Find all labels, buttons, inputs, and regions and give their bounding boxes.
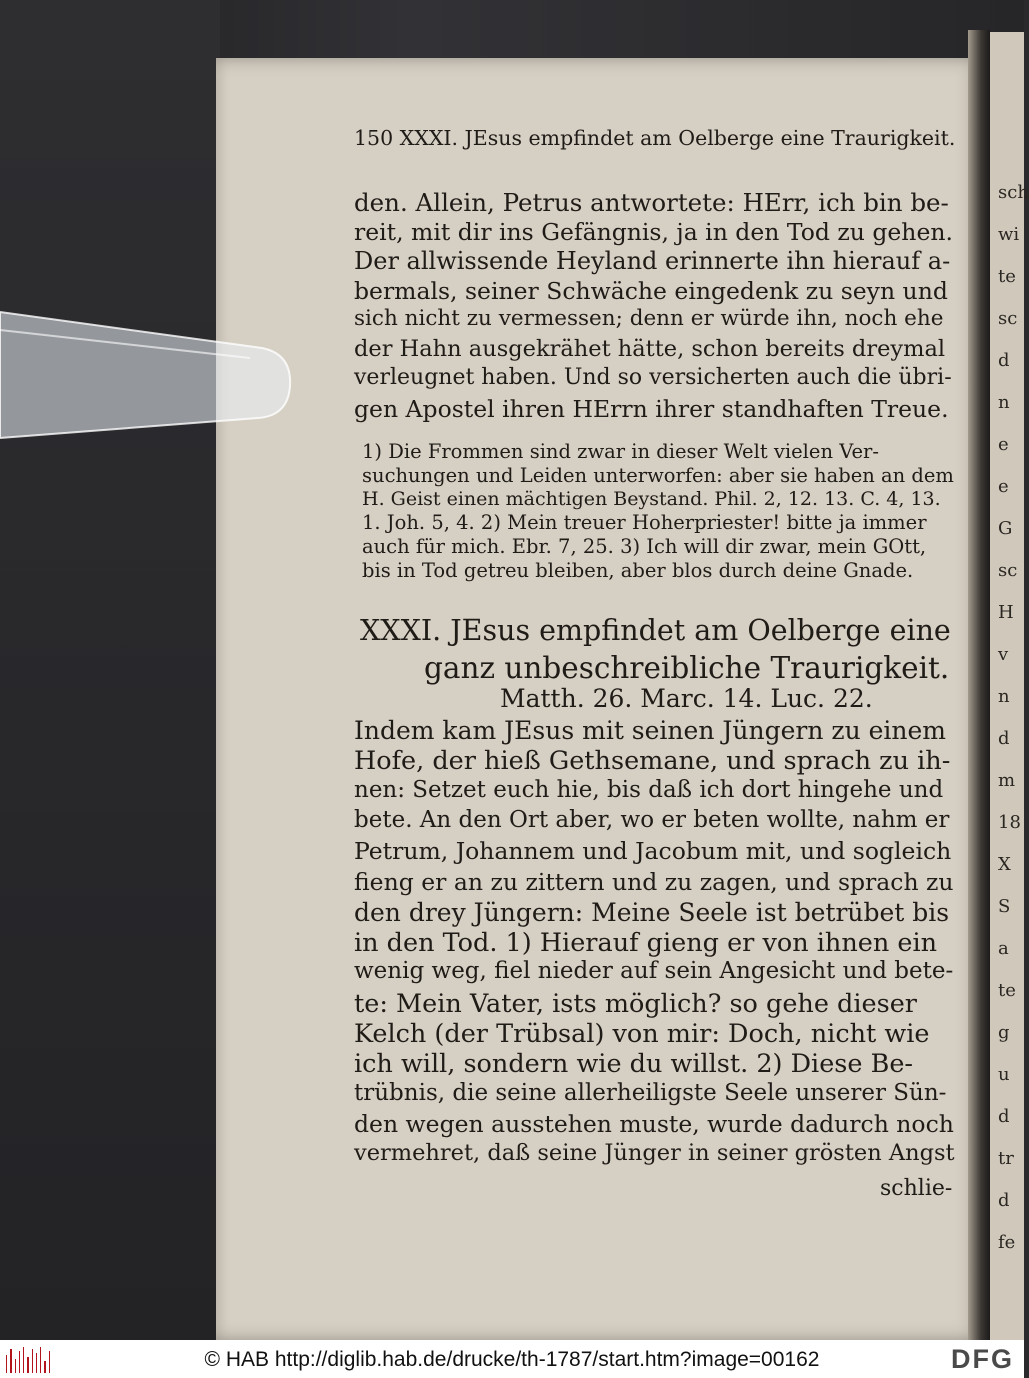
facing-page-fragment: S — [998, 896, 1011, 917]
facing-page-fragment: te — [998, 266, 1016, 287]
text-line: den. Allein, Petrus antwortete: HErr, ich bin be- — [354, 188, 949, 217]
text-line: der Hahn ausgekrähet hätte, schon bereits dreymal — [354, 335, 946, 362]
text-line: sich nicht zu vermessen; denn er würde ihn, noch ehe — [354, 306, 944, 331]
viewer-footer — [0, 1340, 1024, 1378]
facing-page-fragment: n — [998, 686, 1010, 707]
footnote-line: auch für mich. Ebr. 7, 25. 3) Ich will dir zwar, mein GOtt, — [362, 535, 927, 559]
text-line: te: Mein Vater, ists möglich? so gehe dieser — [354, 988, 917, 1019]
text-line: Indem kam JEsus mit seinen Jüngern zu einem — [354, 716, 947, 745]
running-head: 150 XXXI. JEsus empfindet am Oelberge eine Traurigkeit. — [354, 126, 956, 150]
text-line: den wegen ausstehen muste, wurde dadurch noch — [354, 1109, 954, 1138]
facing-page-fragment: v — [998, 644, 1009, 665]
footnote-line: H. Geist einen mächtigen Beystand. Phil. 2, 12. 13. C. 4, 13. — [362, 487, 941, 510]
text-line: in den Tod. 1) Hierauf gieng er von ihnen ein — [354, 928, 938, 959]
footnote-line: 1. Joh. 5, 4. 2) Mein treuer Hoherpriester! bitte ja immer — [362, 511, 927, 535]
text-line: Hofe, der hieß Gethsemane, und sprach zu ih- — [354, 746, 951, 777]
catchword: schlie- — [880, 1176, 953, 1201]
section-title-line: ganz unbeschreibliche Traurigkeit. — [424, 651, 950, 685]
facing-page-fragment: d — [998, 350, 1010, 371]
text-line: bete. An den Ort aber, wo er beten wollte, nahm er — [354, 806, 950, 833]
facing-page-fragment: d — [998, 1106, 1010, 1127]
section-title-line: XXXI. JEsus empfindet am Oelberge eine — [360, 614, 951, 647]
facing-page-fragment: 18 — [998, 812, 1021, 833]
text-line: fieng er an zu zittern und zu zagen, und sprach zu — [354, 867, 954, 896]
book-gutter — [968, 30, 990, 1340]
facing-page-fragment: X — [998, 854, 1011, 875]
facing-page-fragment: sc — [998, 560, 1018, 581]
text-line: wenig weg, fiel nieder auf sein Angesicht und bete- — [354, 958, 954, 985]
copyright-link[interactable]: © HAB http://diglib.hab.de/drucke/th-1787/start.htm?image=00162 — [204, 1348, 820, 1371]
footnote-line: 1) Die Frommen sind zwar in dieser Welt vielen Ver- — [362, 440, 879, 463]
text-line: reit, mit dir ins Gefängnis, ja in den Tod zu gehen. — [354, 217, 953, 246]
text-line: Der allwissende Heyland erinnerte ihn hierauf a- — [354, 247, 951, 275]
facing-page-fragment: tr — [998, 1148, 1014, 1169]
facing-page-fragment: d — [998, 1190, 1010, 1211]
transparent-page-holder — [0, 300, 292, 440]
text-line: nen: Setzet euch hie, bis daß ich dort hingehe und — [354, 776, 944, 803]
facing-page-edge — [990, 32, 1029, 1340]
text-line: bermals, seiner Schwäche eingedenk zu seyn und — [354, 276, 948, 305]
background-board — [0, 0, 220, 1340]
facing-page-fragment: te — [998, 980, 1016, 1001]
section-reference: Matth. 26. Marc. 14. Luc. 22. — [500, 684, 873, 713]
text-line: vermehret, daß seine Jünger in seiner grösten Angst — [354, 1140, 955, 1167]
facing-page-fragment: e — [998, 434, 1009, 455]
dfg-logo[interactable]: DFG — [951, 1344, 1014, 1374]
text-line: Kelch (der Trübsal) von mir: Doch, nicht wie — [354, 1019, 930, 1049]
facing-page-fragment: m — [998, 770, 1016, 791]
facing-page-fragment: n — [998, 392, 1010, 413]
facing-page-fragment: wi — [998, 224, 1020, 245]
text-line: verleugnet haben. Und so versicherten auch die übri- — [354, 365, 952, 390]
facing-page-fragment: H — [998, 602, 1014, 623]
facing-page-fragment: a — [998, 938, 1009, 959]
text-line: gen Apostel ihren HErrn ihrer standhaften Treue. — [354, 394, 949, 423]
facing-page-fragment: g — [998, 1022, 1010, 1043]
text-line: ich will, sondern wie du willst. 2) Diese Be- — [354, 1049, 914, 1080]
footnote-line: bis in Tod getreu bleiben, aber blos durch deine Gnade. — [362, 559, 914, 582]
text-line: den drey Jüngern: Meine Seele ist betrübet bis — [354, 897, 950, 927]
text-line: Petrum, Johannem und Jacobum mit, und sogleich — [354, 837, 952, 866]
text-line: trübnis, die seine allerheiligste Seele unserer Sün- — [354, 1079, 947, 1106]
facing-page-fragment: u — [998, 1064, 1010, 1085]
facing-page-fragment: sch — [998, 182, 1029, 203]
facing-page-fragment: d — [998, 728, 1010, 749]
facing-page-fragment: G — [998, 518, 1013, 539]
facing-page-fragment: fe — [998, 1232, 1016, 1253]
footnote-line: suchungen und Leiden unterworfen: aber sie haben an dem — [362, 463, 954, 487]
facing-page-fragment: e — [998, 476, 1009, 497]
facing-page-fragment: sc — [998, 308, 1018, 329]
